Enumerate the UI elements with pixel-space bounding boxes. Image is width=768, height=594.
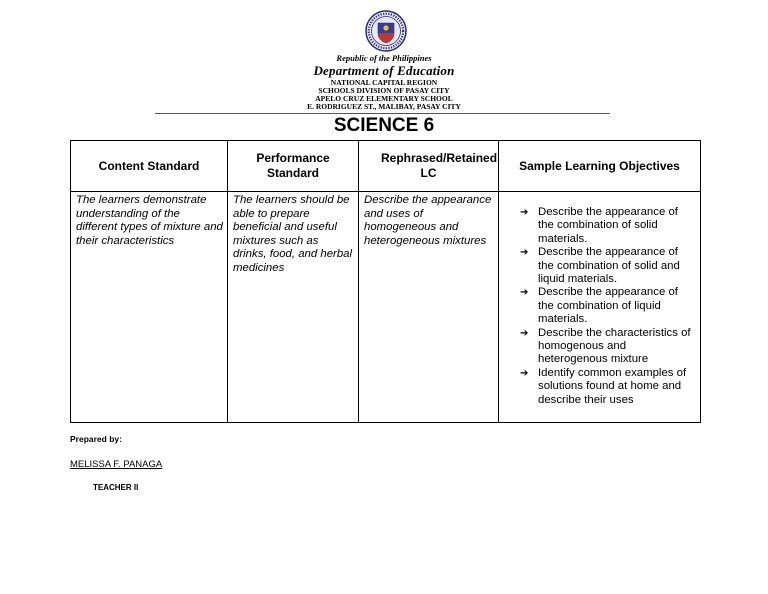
- objective-text: Describe the appearance of the combination of liquid materials.: [538, 286, 678, 326]
- preparer-name: MELISSA F. PANAGA: [70, 459, 163, 470]
- page-title: SCIENCE 6: [333, 115, 435, 136]
- col-header-performance-standard: [228, 141, 359, 192]
- deped-seal-icon: [365, 10, 407, 52]
- arrow-bullet-icon: ➔: [520, 327, 529, 339]
- performance-standard-cell: [228, 192, 359, 423]
- rephrased-lc-text: Describe the appearance and uses of homogeneous and heterogeneous mixtures: [364, 194, 492, 247]
- objective-text: Describe the appearance of the combination of solid and liquid materials.: [538, 246, 680, 286]
- table-header-row: [71, 141, 701, 192]
- list-item: [520, 206, 696, 246]
- arrow-bullet-icon: ➔: [520, 207, 529, 218]
- content-standard-text: The learners demonstrate understanding of the different types of mixture and their characteristics: [76, 194, 223, 247]
- objectives-list: [499, 206, 700, 407]
- header-divider: [155, 113, 610, 114]
- address-line: E. RODRIGUEZ ST., MALIBAY, PASAY CITY: [307, 102, 461, 111]
- school-line: APELO CRUZ ELEMENTARY SCHOOL: [315, 94, 453, 103]
- col-header-rephrased-label: Rephrased/Retained LC: [381, 151, 498, 180]
- republic-heading: Republic of the Philippines: [336, 53, 432, 63]
- objective-text: Describe the characteristics of homogenous and heterogenous mixture: [538, 326, 691, 366]
- learning-objectives-cell: [499, 192, 701, 423]
- preparer-role: TEACHER II: [93, 483, 139, 492]
- arrow-bullet-icon: ➔: [520, 287, 529, 299]
- list-item: [520, 327, 696, 367]
- content-standard-cell: [71, 192, 228, 423]
- objective-text: Identify common examples of solutions found at home and describe their uses: [538, 366, 687, 406]
- department-heading: Department of Education: [313, 63, 455, 78]
- list-item: [520, 286, 696, 326]
- col-header-performance-label: Performance Standard: [256, 151, 330, 180]
- col-header-rephrased-lc: [359, 141, 499, 192]
- table-row: [71, 192, 701, 423]
- region-line: NATIONAL CAPITAL REGION: [330, 78, 438, 87]
- division-line: SCHOOLS DIVISION OF PASAY CITY: [318, 86, 450, 95]
- list-item: [520, 367, 696, 407]
- rephrased-lc-cell: [359, 192, 499, 423]
- arrow-bullet-icon: ➔: [520, 247, 529, 259]
- arrow-bullet-icon: ➔: [520, 367, 529, 379]
- col-header-learning-objectives: Sample Learning Objectives: [499, 141, 701, 192]
- standards-table: [70, 140, 701, 423]
- objective-text: Describe the appearance of the combination of solid materials.: [538, 206, 678, 245]
- list-item: [520, 246, 696, 286]
- col-header-content-standard: Content Standard: [71, 141, 228, 192]
- prepared-by-label: Prepared by:: [70, 434, 122, 444]
- performance-standard-text: The learners should be able to prepare beneficial and useful mixtures such as drinks, food, and herbal medicines: [233, 194, 353, 274]
